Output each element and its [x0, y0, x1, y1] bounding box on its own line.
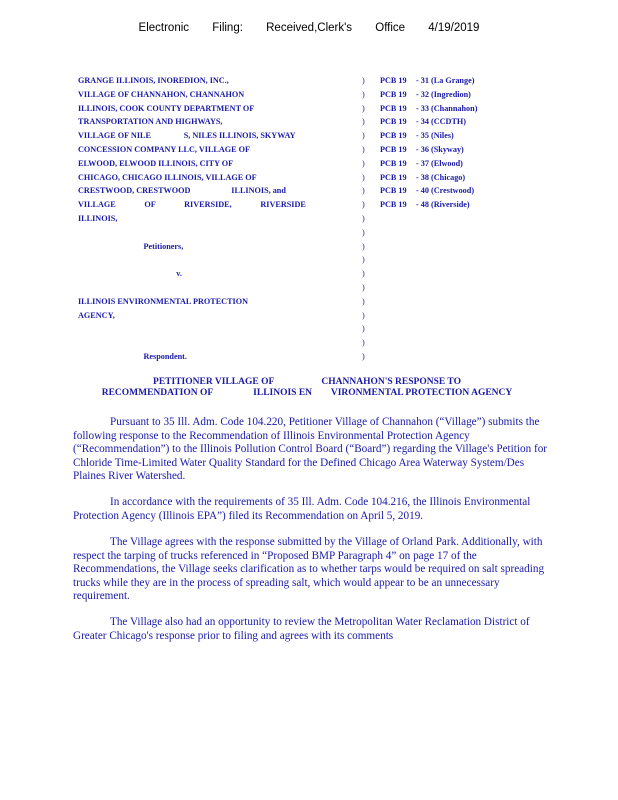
case-number-row: [380, 157, 530, 171]
case-number-row: [380, 171, 530, 185]
caption-paren: ): [362, 351, 365, 361]
caption-paren: ): [362, 296, 365, 306]
caption-party-line: ILLINOIS, COOK COUNTY DEPARTMENT OF: [78, 103, 255, 113]
case-number-row: [380, 102, 530, 116]
caption-party-line: GRANGE ILLINOIS, INOREDION, INC.,: [78, 76, 229, 85]
caption-paren: ): [362, 103, 365, 113]
paragraph-3: The Village agrees with the response submitted by the Village of Orland Park. Additionally, with respect the tarping of trucks referenced in “Proposed BMP Paragraph 4” on page 17 of the Recommendations, the Village seeks clarification as to whether tarps would be required on salt spreading trucks while they are in the process of spreading salt, which would appear to be an unnecessary requirement.: [73, 536, 545, 602]
title-line-2: RECOMMENDATION OF ILLINOIS EN VIRONMENTAL PROTECTION AGENCY: [101, 388, 513, 398]
case-docket: - 33 (Channahon): [416, 103, 478, 113]
caption-party-line: [78, 322, 358, 336]
title-line-1: PETITIONER VILLAGE OF CHANNAHON'S RESPONSE TO: [153, 377, 461, 387]
caption-paren: ): [362, 172, 365, 182]
caption-case-numbers: [380, 74, 530, 212]
caption-paren: ): [362, 255, 365, 265]
case-pcb: PCB 19: [380, 144, 407, 154]
caption-paren: ): [362, 117, 365, 127]
case-docket: - 35 (Niles): [416, 131, 454, 141]
case-pcb: PCB 19: [380, 131, 407, 141]
caption-paren: ): [362, 241, 365, 251]
case-number-row: [380, 115, 530, 129]
header-received: Received,Clerk's: [266, 22, 353, 34]
case-number-row: [380, 184, 530, 198]
paragraph-2: In accordance with the requirements of 35 Ill. Adm. Code 104.216, the Illinois Environmental Protection Agency (Illinois EPA”) filed its Recommendation on April 5, 2019.: [73, 496, 531, 522]
caption-paren: ): [362, 158, 365, 168]
caption-paren: ): [362, 213, 365, 223]
caption-party-line: VILLAGE OF CHANNAHON, CHANNAHON: [78, 89, 245, 99]
case-pcb: PCB 19: [380, 76, 407, 85]
caption-party-line: Petitioners,: [78, 241, 184, 251]
paragraph-4: The Village also had an opportunity to review the Metropolitan Water Reclamation District of Greater Chicago's response prior to filing and agrees with its comments: [73, 616, 530, 642]
case-docket: - 40 (Crestwood): [416, 186, 475, 196]
caption-paren: ): [362, 338, 365, 348]
caption-paren: ): [362, 76, 365, 85]
caption-paren: ): [362, 89, 365, 99]
caption-paren: ): [362, 324, 365, 334]
caption-party-line: CHICAGO, CHICAGO ILLINOIS, VILLAGE OF: [78, 172, 257, 182]
caption-party-line: [78, 253, 358, 267]
caption-party-line: CONCESSION COMPANY LLC, VILLAGE OF: [78, 144, 251, 154]
case-number-row: [380, 198, 530, 212]
case-number-row: [380, 143, 530, 157]
case-number-row: [380, 74, 530, 88]
case-docket: - 34 (CCDTH): [416, 117, 467, 127]
caption-paren: ): [362, 144, 365, 154]
case-docket: - 37 (Elwood): [416, 158, 463, 168]
caption-paren: ): [362, 186, 365, 196]
caption-party-line: [78, 336, 358, 350]
caption-party-line: VILLAGE OF RIVERSIDE, RIVERSIDE: [78, 200, 306, 210]
case-docket: - 38 (Chicago): [416, 172, 466, 182]
case-docket: - 32 (Ingredion): [416, 89, 471, 99]
case-pcb: PCB 19: [380, 103, 407, 113]
caption-party-line: TRANSPORTATION AND HIGHWAYS,: [78, 117, 223, 127]
caption-party-line: ELWOOD, ELWOOD ILLINOIS, CITY OF: [78, 158, 234, 168]
caption-paren: ): [362, 200, 365, 210]
caption-party-line: ILLINOIS ENVIRONMENTAL PROTECTION: [78, 296, 248, 306]
paragraph-1: Pursuant to 35 Ill. Adm. Code 104.220, Petitioner Village of Channahon (“Village”) submits the following response to the Recommendation of Illinois Environmental Protection Agency (“Recommendation”) to the Illinois Pollution Control Board (“Board”) regarding the Village's Petition for Chloride Time-Limited Water Quality Standard for the Defined Chicago Area Waterway System/Des Plaines River Watershed.: [73, 416, 548, 482]
case-pcb: PCB 19: [380, 89, 407, 99]
caption-party-line: VILLAGE OF NILE S, NILES ILLINOIS, SKYWAY: [78, 131, 296, 141]
caption-party-line: ILLINOIS,: [78, 213, 118, 223]
header-electronic: Electronic: [138, 22, 190, 34]
caption-paren: ): [362, 310, 365, 320]
caption-parties: [78, 74, 358, 364]
caption-party-line: [78, 281, 358, 295]
caption-paren: ): [362, 227, 365, 237]
case-pcb: PCB 19: [380, 117, 407, 127]
document-title: [72, 377, 542, 399]
case-docket: - 31 (La Grange): [416, 76, 475, 85]
case-docket: - 48 (Riverside): [416, 200, 470, 210]
header-date: 4/19/2019: [428, 22, 480, 34]
case-number-row: [380, 129, 530, 143]
case-pcb: PCB 19: [380, 186, 407, 196]
header-office: Office: [375, 22, 406, 34]
caption-paren: ): [362, 282, 365, 292]
case-docket: - 36 (Skyway): [416, 144, 464, 154]
caption-parentheses: [362, 74, 372, 364]
case-pcb: PCB 19: [380, 200, 407, 210]
caption-paren: ): [362, 131, 365, 141]
caption-party-line: Respondent.: [78, 351, 187, 361]
caption-party-line: AGENCY,: [78, 310, 115, 320]
caption-party-line: v.: [78, 269, 182, 279]
header-filing: Filing:: [212, 22, 243, 34]
caption-party-line: CRESTWOOD, CRESTWOOD ILLINOIS, and: [78, 186, 286, 196]
case-pcb: PCB 19: [380, 158, 407, 168]
caption-paren: ): [362, 269, 365, 279]
case-pcb: PCB 19: [380, 172, 407, 182]
filing-stamp-header: [0, 22, 618, 34]
case-number-row: [380, 88, 530, 102]
caption-party-line: [78, 226, 358, 240]
